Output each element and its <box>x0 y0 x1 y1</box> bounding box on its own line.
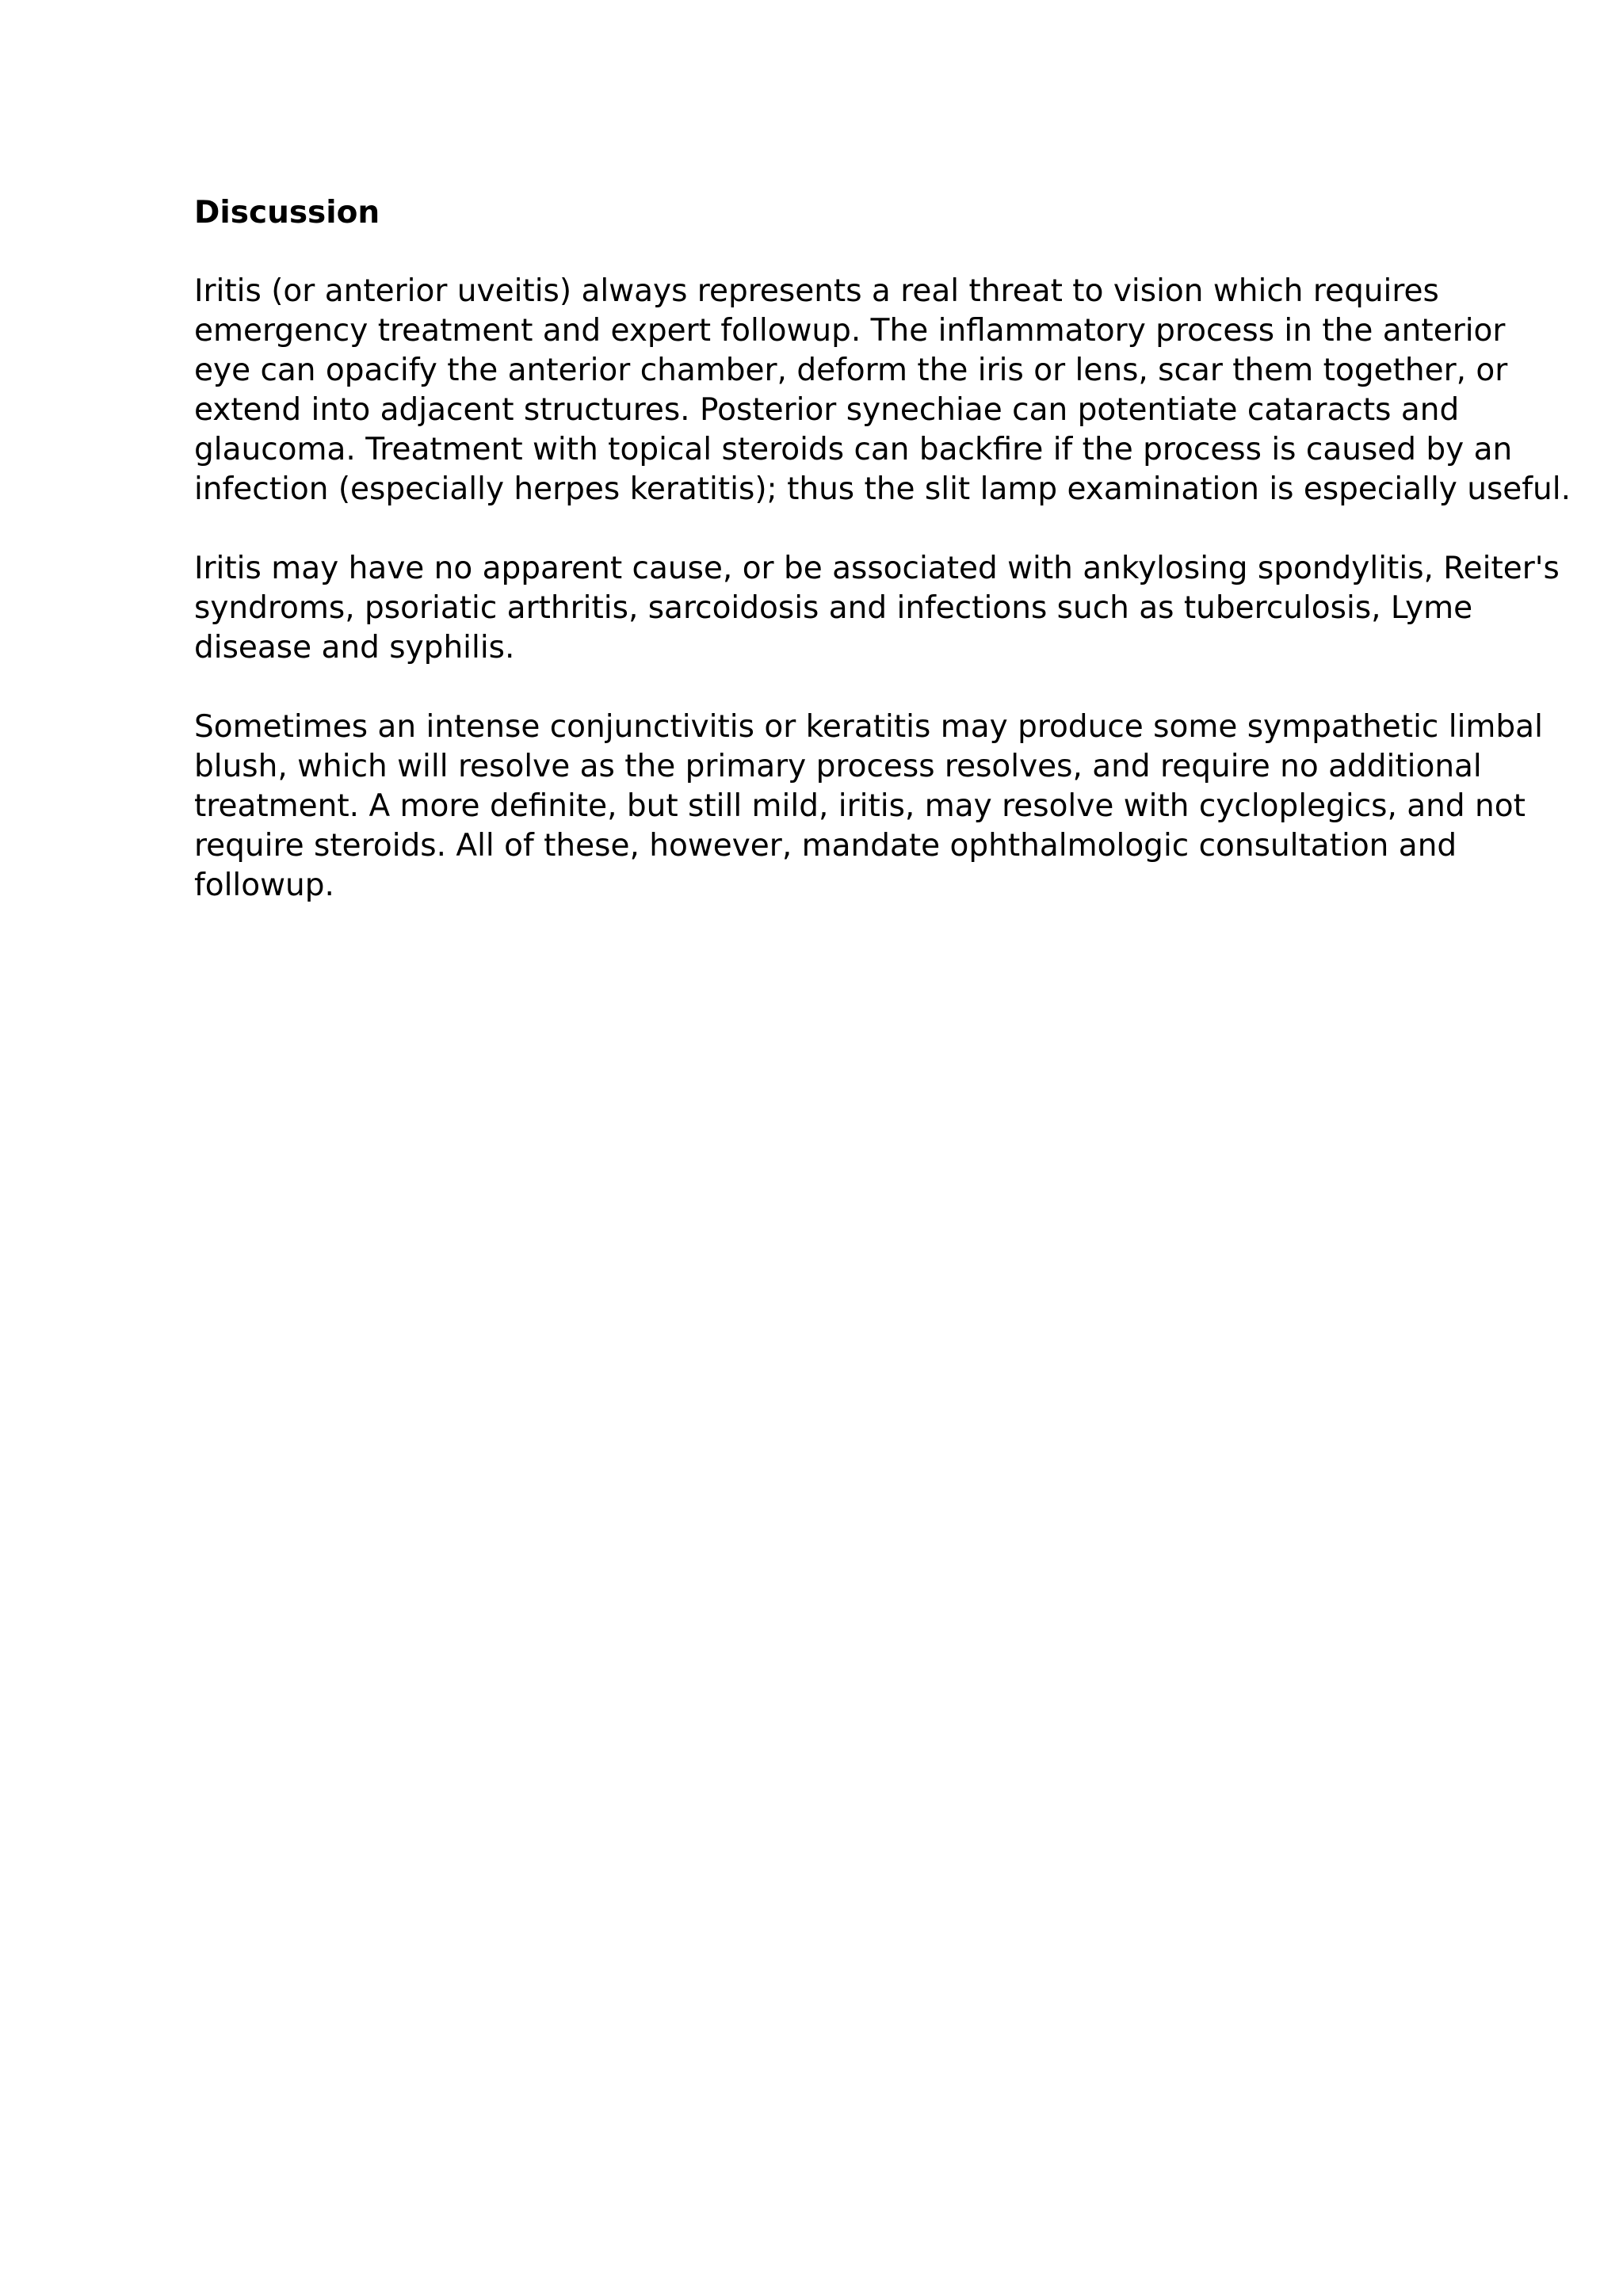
paragraph-line: eye can opacify the anterior chamber, deform the iris or lens, scar them together, or <box>194 353 1508 388</box>
paragraph-line: disease and syphilis. <box>194 630 515 666</box>
document-body <box>194 193 1571 945</box>
paragraph-1 <box>194 272 1571 509</box>
paragraph-line: treatment. A more definite, but still mild, iritis, may resolve with cycloplegics, and not <box>194 788 1526 824</box>
paragraph-line: blush, which will resolve as the primary process resolves, and require no additional <box>194 749 1482 784</box>
paragraph-2 <box>194 549 1560 668</box>
section-heading: Discussion <box>194 195 380 231</box>
paragraph-line: require steroids. All of these, however, mandate ophthalmologic consultation and <box>194 828 1457 864</box>
paragraph-line: Iritis (or anterior uveitis) always represents a real threat to vision which requires <box>194 273 1439 309</box>
paragraph-line: syndroms, psoriatic arthritis, sarcoidosis and infections such as tuberculosis, Lyme <box>194 590 1473 626</box>
paragraph-line: extend into adjacent structures. Posterior synechiae can potentiate cataracts and <box>194 392 1460 428</box>
paragraph-line: glaucoma. Treatment with topical steroids can backfire if the process is caused by an <box>194 432 1513 467</box>
paragraph-line: infection (especially herpes keratitis); thus the slit lamp examination is especially useful. <box>194 471 1571 507</box>
paragraph-line: Sometimes an intense conjunctivitis or keratitis may produce some sympathetic limbal <box>194 709 1543 745</box>
paragraph-line: followup. <box>194 868 334 903</box>
paragraph-line: Iritis may have no apparent cause, or be associated with ankylosing spondylitis, Reiter's <box>194 551 1560 586</box>
paragraph-line: emergency treatment and expert followup. The inflammatory process in the anterior <box>194 313 1506 349</box>
paragraph-3 <box>194 707 1543 906</box>
